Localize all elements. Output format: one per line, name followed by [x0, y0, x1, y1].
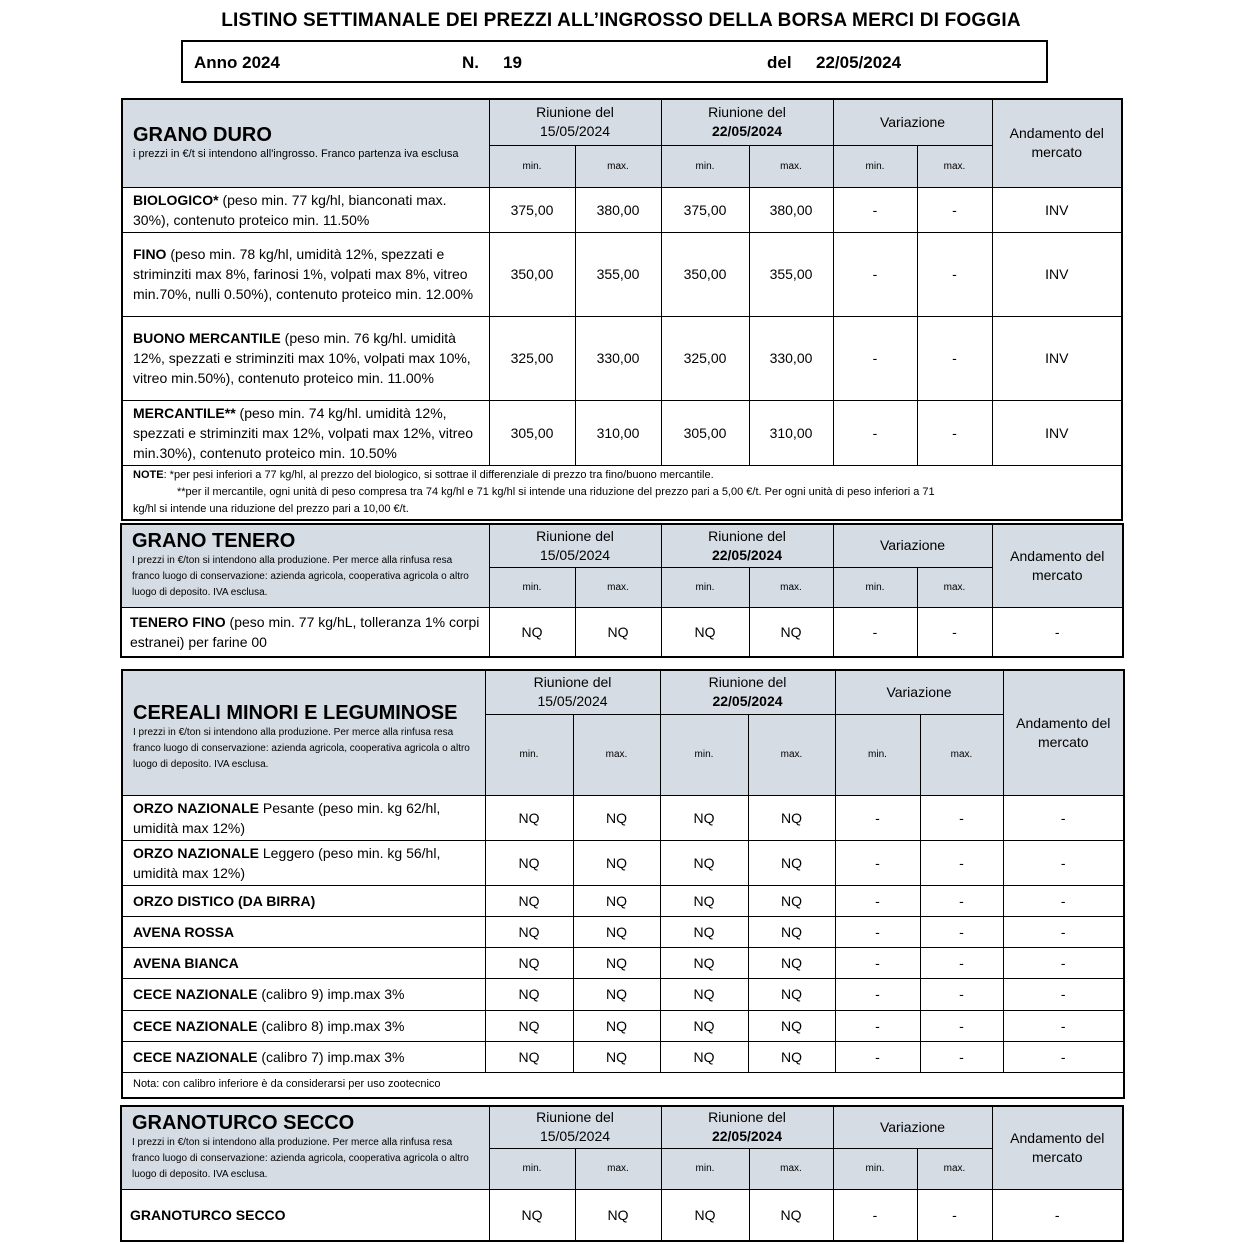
note: Nota: con calibro inferiore è da considerarsi per uso zootecnico	[122, 1072, 1124, 1098]
price-curr-min: NQ	[660, 1010, 748, 1041]
col-min: min.	[489, 567, 575, 607]
price-andamento: -	[1003, 1010, 1124, 1041]
product-spec: (peso min. 77 kg/hl, bianconati max. 30%), contenuto proteico min. 11.50%	[133, 191, 447, 228]
price-var-max: -	[920, 840, 1003, 885]
price-var-max: -	[920, 885, 1003, 916]
col-min: min.	[661, 567, 749, 607]
price-prev-min: 305,00	[489, 400, 575, 465]
col-min: min.	[835, 714, 920, 795]
price-prev-min: NQ	[485, 978, 573, 1010]
price-curr-min: NQ	[660, 795, 748, 840]
price-var-min: -	[835, 1010, 920, 1041]
page-title: LISTINO SETTIMANALE DEI PREZZI ALL’INGROSSO DELLA BORSA MERCI DI FOGGIA	[221, 10, 1021, 31]
price-var-max: -	[920, 947, 1003, 978]
price-curr-min: 375,00	[661, 187, 749, 232]
date-label: del	[767, 53, 792, 72]
price-prev-min: NQ	[489, 607, 575, 657]
price-andamento: -	[1003, 840, 1124, 885]
year-label: Anno 2024	[194, 53, 280, 72]
price-andamento: INV	[992, 400, 1122, 465]
price-var-max: -	[917, 232, 992, 316]
table-granoturco-secco	[120, 1105, 1124, 1242]
price-andamento: -	[992, 1189, 1123, 1241]
price-andamento: -	[992, 607, 1123, 657]
col-andamento: Andamento del mercato	[1003, 670, 1124, 795]
price-prev-max: NQ	[573, 795, 660, 840]
col-max: max.	[920, 714, 1003, 795]
table-row	[122, 840, 1124, 885]
product-description	[122, 1041, 485, 1072]
price-curr-max: NQ	[748, 1010, 835, 1041]
product-description	[122, 916, 485, 947]
price-prev-max: NQ	[575, 607, 661, 657]
price-curr-min: NQ	[660, 947, 748, 978]
price-curr-max: NQ	[748, 885, 835, 916]
product-spec: (peso min. 77 kg/hL, tolleranza 1% corpi estranei) per farine 00	[130, 613, 480, 650]
col-max: max.	[575, 145, 661, 187]
product-name: CECE NAZIONALE	[133, 986, 258, 1002]
col-andamento: Andamento del mercato	[992, 99, 1122, 187]
price-var-max: -	[920, 978, 1003, 1010]
price-prev-max: NQ	[575, 1189, 661, 1241]
product-name: CECE NAZIONALE	[133, 1017, 258, 1034]
price-var-min: -	[833, 187, 917, 232]
product-name: MERCANTILE**	[133, 404, 236, 421]
table-row	[122, 232, 1122, 316]
price-andamento: -	[1003, 916, 1124, 947]
price-prev-max: 330,00	[575, 316, 661, 400]
col-max: max.	[575, 567, 661, 607]
col-min: min.	[833, 145, 917, 187]
price-curr-max: 380,00	[749, 187, 833, 232]
price-andamento: -	[1003, 947, 1124, 978]
price-andamento: INV	[992, 316, 1122, 400]
price-prev-max: 310,00	[575, 400, 661, 465]
table-cereali-minori	[121, 669, 1125, 1099]
product-spec: (peso min. 78 kg/hl, umidità 12%, spezzati e striminziti max 8%, farinosi 1%, volpati max 8%, vitreo min.70%, nulli 0.50%), contenuto proteico min. 12.00%	[133, 246, 474, 302]
product-spec: Leggero (peso min. kg 56/hl, umidità max 12%)	[133, 844, 441, 881]
price-var-min: -	[833, 232, 917, 316]
price-prev-min: NQ	[485, 885, 573, 916]
col-min: min.	[661, 1148, 749, 1189]
col-max: max.	[917, 567, 992, 607]
table-row	[122, 1010, 1124, 1041]
product-description	[122, 947, 485, 978]
price-curr-min: NQ	[660, 885, 748, 916]
product-description	[122, 795, 485, 840]
price-prev-min: NQ	[485, 1010, 573, 1041]
section-title: GRANO DURO	[133, 124, 272, 147]
product-name: FINO	[133, 246, 167, 262]
table-row	[121, 1189, 1123, 1241]
price-var-min: -	[835, 916, 920, 947]
product-spec: (peso min. 76 kg/hl. umidità 12%, spezzati e striminziti max 10%, volpati max 10%, vitreo min.50%), contenuto proteico min. 11.00%	[133, 330, 471, 386]
col-andamento: Andamento del mercato	[992, 524, 1123, 607]
product-description	[122, 885, 485, 916]
col-max: max.	[748, 714, 835, 795]
price-curr-min: NQ	[660, 916, 748, 947]
table-row	[122, 885, 1124, 916]
section-title: CEREALI MINORI E LEGUMINOSE	[133, 701, 458, 724]
section-subtitle: I prezzi in €/ton si intendono alla produzione. Per merce alla rinfusa resa franco luogo di conservazione: azienda agricola, cooperativa agricola o altro luogo di deposito. IVA esclusa.	[133, 726, 470, 770]
price-var-min: -	[835, 947, 920, 978]
table-row	[122, 316, 1122, 400]
col-max: max.	[749, 567, 833, 607]
section-header	[122, 99, 489, 187]
price-prev-min: NQ	[485, 795, 573, 840]
product-name: ORZO NAZIONALE	[133, 799, 259, 816]
col-max: max.	[917, 1148, 992, 1189]
price-curr-max: NQ	[748, 840, 835, 885]
section-header	[121, 524, 489, 607]
table-row	[122, 947, 1124, 978]
col-max: max.	[575, 1148, 661, 1189]
price-prev-min: 375,00	[489, 187, 575, 232]
section-subtitle: I prezzi in €/ton si intendono alla produzione. Per merce alla rinfusa resa franco luogo di conservazione: azienda agricola, cooperativa agricola o altro luogo di deposito. IVA esclusa.	[132, 1137, 469, 1181]
section-title: GRANOTURCO SECCO	[132, 1112, 355, 1135]
table-grano-tenero	[120, 523, 1124, 658]
product-spec: (peso min. 74 kg/hl. umidità 12%, spezzati e striminziti max 12%, volpati max 12%, vitreo min.30%), contenuto proteico min. 10.50%	[133, 404, 474, 461]
price-prev-max: NQ	[573, 1010, 660, 1041]
table-row	[122, 400, 1122, 465]
price-curr-min: 325,00	[661, 316, 749, 400]
col-max: max.	[573, 714, 660, 795]
price-var-min: -	[833, 400, 917, 465]
price-curr-max: NQ	[748, 916, 835, 947]
col-min: min.	[489, 1148, 575, 1189]
col-variazione: Variazione	[833, 524, 992, 567]
price-prev-max: 380,00	[575, 187, 661, 232]
col-curr-meeting: Riunione del 22/05/2024	[661, 524, 833, 567]
price-curr-min: NQ	[660, 978, 748, 1010]
product-description	[122, 316, 489, 400]
note: NOTE: *per pesi inferiori a 77 kg/hl, al prezzo del biologico, si sottrae il differenziale di prezzo tra fino/buono mercantile. **per il mercantile, ogni unità di peso compresa tra 74 kg/hl e 71 kg/hl si intende una riduzione del prezzo pari a 5,00 €/t. Per ogni unità di peso inferiori a 71 kg/hl si intende una riduzione del prezzo pari a 10,00 €/t.	[122, 465, 1122, 520]
product-name: BIOLOGICO*	[133, 191, 219, 208]
price-andamento: -	[1003, 795, 1124, 840]
col-min: min.	[660, 714, 748, 795]
price-var-max: -	[917, 607, 992, 657]
price-curr-min: NQ	[660, 1041, 748, 1072]
price-prev-min: NQ	[485, 840, 573, 885]
price-var-max: -	[917, 400, 992, 465]
col-andamento: Andamento del mercato	[992, 1106, 1123, 1189]
number-value: 19	[503, 53, 522, 72]
table-row	[122, 187, 1122, 232]
product-description	[122, 1010, 485, 1041]
price-curr-min: 305,00	[661, 400, 749, 465]
col-min: min.	[833, 1148, 917, 1189]
price-var-min: -	[835, 978, 920, 1010]
product-description	[122, 840, 485, 885]
col-curr-meeting: Riunione del 22/05/2024	[661, 1106, 833, 1148]
price-andamento: -	[1003, 885, 1124, 916]
price-var-min: -	[833, 316, 917, 400]
product-description	[121, 607, 489, 657]
price-prev-min: 350,00	[489, 232, 575, 316]
price-curr-max: 310,00	[749, 400, 833, 465]
price-curr-max: 330,00	[749, 316, 833, 400]
price-var-max: -	[917, 316, 992, 400]
col-prev-meeting: Riunione del 15/05/2024	[485, 670, 660, 714]
col-max: max.	[917, 145, 992, 187]
col-variazione: Variazione	[835, 670, 1003, 714]
price-prev-max: NQ	[573, 916, 660, 947]
price-curr-max: NQ	[749, 1189, 833, 1241]
col-min: min.	[485, 714, 573, 795]
product-description	[122, 232, 489, 316]
section-subtitle: i prezzi in €/t si intendono all'ingrosso. Franco partenza iva esclusa	[133, 148, 459, 161]
price-prev-min: 325,00	[489, 316, 575, 400]
price-prev-max: 355,00	[575, 232, 661, 316]
date-value: 22/05/2024	[816, 53, 902, 72]
product-name: CECE NAZIONALE	[133, 1048, 258, 1065]
price-curr-min: NQ	[661, 1189, 749, 1241]
price-curr-min: 350,00	[661, 232, 749, 316]
price-var-min: -	[835, 795, 920, 840]
price-andamento: -	[1003, 1041, 1124, 1072]
price-var-min: -	[833, 1189, 917, 1241]
col-min: min.	[833, 567, 917, 607]
col-max: max.	[749, 1148, 833, 1189]
price-prev-min: NQ	[485, 1041, 573, 1072]
table-row	[122, 916, 1124, 947]
product-spec: Pesante (peso min. kg 62/hl, umidità max 12%)	[133, 799, 441, 836]
price-prev-min: NQ	[489, 1189, 575, 1241]
price-var-max: -	[920, 1041, 1003, 1072]
section-header	[121, 1106, 489, 1189]
product-spec: (calibro 8) imp.max 3%	[257, 1017, 405, 1034]
col-variazione: Variazione	[833, 99, 992, 145]
product-spec: (calibro 7) imp.max 3%	[257, 1048, 405, 1065]
price-curr-max: NQ	[749, 607, 833, 657]
section-header	[122, 670, 485, 795]
table-row	[121, 607, 1123, 657]
product-description	[122, 978, 485, 1010]
price-andamento: INV	[992, 187, 1122, 232]
product-name: GRANOTURCO SECCO	[130, 1206, 286, 1223]
product-spec: (calibro 9) imp.max 3%	[257, 986, 405, 1002]
price-curr-max: NQ	[748, 795, 835, 840]
price-var-max: -	[917, 1189, 992, 1241]
product-name: AVENA ROSSA	[133, 923, 235, 940]
price-prev-max: NQ	[573, 840, 660, 885]
col-min: min.	[661, 145, 749, 187]
price-prev-max: NQ	[573, 947, 660, 978]
table-row	[122, 1041, 1124, 1072]
col-curr-meeting: Riunione del 22/05/2024	[661, 99, 833, 145]
price-prev-min: NQ	[485, 916, 573, 947]
price-andamento: INV	[992, 232, 1122, 316]
col-max: max.	[749, 145, 833, 187]
col-variazione: Variazione	[833, 1106, 992, 1148]
table-row	[122, 795, 1124, 840]
product-name: ORZO NAZIONALE	[133, 844, 259, 861]
product-description	[122, 187, 489, 232]
price-curr-min: NQ	[660, 840, 748, 885]
col-prev-meeting: Riunione del 15/05/2024	[489, 1106, 661, 1148]
product-name: AVENA BIANCA	[133, 954, 239, 971]
section-subtitle: I prezzi in €/ton si intendono alla produzione. Per merce alla rinfusa resa franco luogo di conservazione: azienda agricola, cooperativa agricola o altro luogo di deposito. IVA esclusa.	[132, 555, 469, 599]
price-prev-max: NQ	[573, 885, 660, 916]
table-row	[122, 978, 1124, 1010]
col-prev-meeting: Riunione del 15/05/2024	[489, 524, 661, 567]
product-description	[122, 400, 489, 465]
product-name: ORZO DISTICO (DA BIRRA)	[133, 892, 316, 909]
price-prev-max: NQ	[573, 978, 660, 1010]
price-var-max: -	[917, 187, 992, 232]
price-curr-max: NQ	[748, 978, 835, 1010]
number-label: N.	[462, 53, 479, 72]
price-curr-max: NQ	[748, 1041, 835, 1072]
price-var-min: -	[835, 1041, 920, 1072]
price-var-max: -	[920, 916, 1003, 947]
price-var-max: -	[920, 1010, 1003, 1041]
price-prev-min: NQ	[485, 947, 573, 978]
price-var-min: -	[835, 840, 920, 885]
section-title: GRANO TENERO	[132, 530, 296, 553]
table-grano-duro	[121, 98, 1123, 521]
product-description	[121, 1189, 489, 1241]
product-name: BUONO MERCANTILE	[133, 330, 281, 346]
price-prev-max: NQ	[573, 1041, 660, 1072]
price-curr-min: NQ	[661, 607, 749, 657]
price-andamento: -	[1003, 978, 1124, 1010]
price-var-max: -	[920, 795, 1003, 840]
col-prev-meeting: Riunione del 15/05/2024	[489, 99, 661, 145]
price-var-min: -	[835, 885, 920, 916]
price-curr-max: 355,00	[749, 232, 833, 316]
col-min: min.	[489, 145, 575, 187]
price-curr-max: NQ	[748, 947, 835, 978]
bulletin-header	[181, 40, 1048, 83]
price-var-min: -	[833, 607, 917, 657]
col-curr-meeting: Riunione del 22/05/2024	[660, 670, 835, 714]
product-name: TENERO FINO	[130, 613, 226, 630]
